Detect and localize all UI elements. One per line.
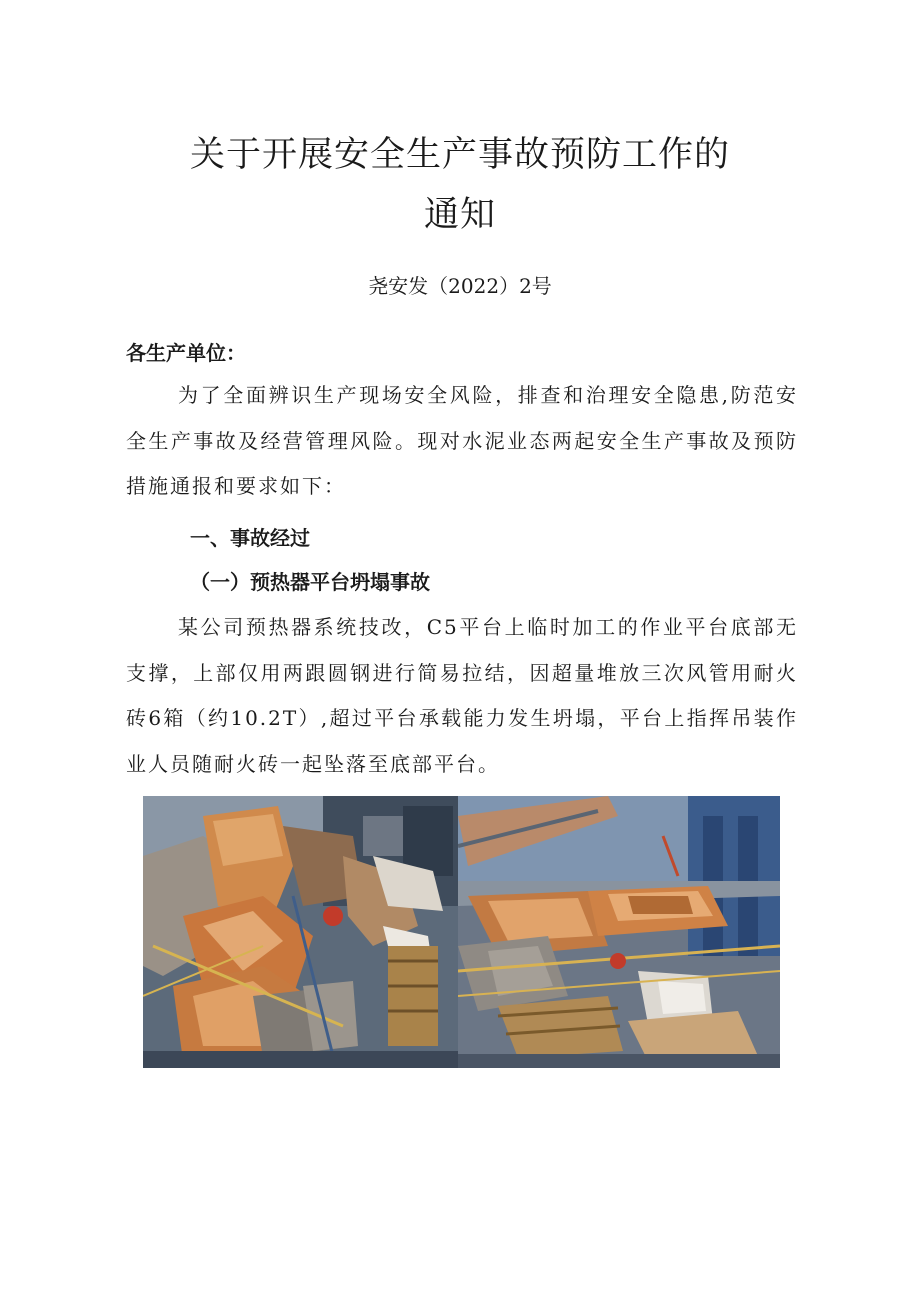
collapse-site-photo-right — [458, 796, 780, 1068]
salutation: 各生产单位： — [126, 341, 246, 365]
document-title-line1: 关于开展安全生产事故预防工作的 — [189, 135, 730, 175]
collapse-site-photo-left — [143, 796, 458, 1068]
section-heading-accident-process: 一、事故经过 — [190, 526, 310, 550]
intro-paragraph: 为了全面辨识生产现场安全风险，排查和治理安全隐患,防范安全生产事故及经营管理风险。现对水泥业态两起安全生产事故及预防措施通报和要求如下： — [126, 383, 798, 498]
document-title-line2: 通知 — [423, 195, 496, 235]
subsection-heading-collapse: （一）预热器平台坍塌事故 — [190, 570, 430, 594]
collapse-photo-right-image — [458, 796, 780, 1068]
document-number: 尧安发（2022）2号 — [368, 274, 552, 298]
accident-paragraph: 某公司预热器系统技改，C5平台上临时加工的作业平台底部无支撑，上部仅用两跟圆钢进行简易拉结，因超量堆放三次风管用耐火砖6箱（约10.2T）,超过平台承载能力发生坍塌，平台上指挥吊装作业人员随耐火砖一起坠落至底部平台。 — [126, 615, 798, 776]
collapse-photo-left-image — [143, 796, 458, 1068]
